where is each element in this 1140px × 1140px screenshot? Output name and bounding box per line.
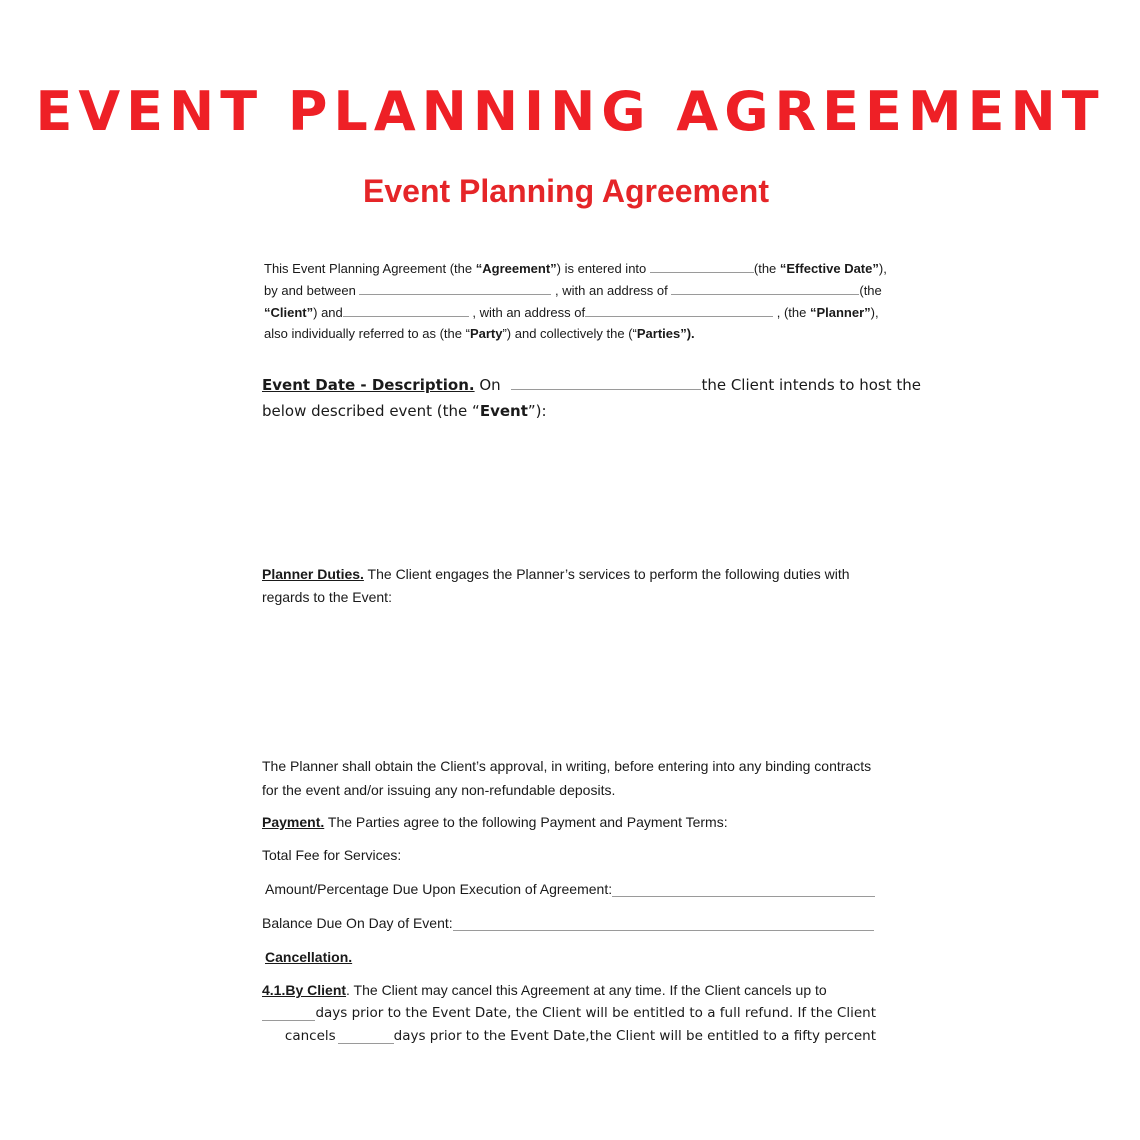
effective-date-blank[interactable] bbox=[650, 258, 754, 273]
event-date-text: the Client intends to host the bbox=[701, 376, 922, 394]
by-client-text: days prior to the Event Date, the Client will be entitled to a full refund. If the Client bbox=[315, 1005, 876, 1021]
intro-text: (the bbox=[753, 261, 780, 276]
by-client-period: . bbox=[346, 982, 350, 998]
event-date-text: ”): bbox=[527, 402, 547, 420]
agreement-term: “Agreement” bbox=[475, 261, 557, 276]
intro-text: , with an address of bbox=[468, 304, 586, 320]
intro-line-4 bbox=[264, 323, 880, 345]
event-date-text: On bbox=[474, 376, 506, 394]
balance-due-blank[interactable] bbox=[453, 916, 874, 931]
intro-text: ) and bbox=[313, 304, 343, 320]
approval-line: for the event and/or issuing any non-refundable deposits. bbox=[262, 782, 616, 798]
by-client-text: cancels bbox=[284, 1028, 336, 1044]
intro-text: ”) and collectively the (“ bbox=[502, 326, 637, 342]
intro-line-1 bbox=[264, 258, 887, 280]
balance-due-row bbox=[262, 912, 874, 935]
amount-due-row bbox=[265, 878, 875, 901]
by-client-text: The Client may cancel this Agreement at any time. If the Client cancels up to bbox=[349, 982, 827, 998]
approval-paragraph bbox=[262, 754, 876, 802]
partial-refund-days-blank[interactable] bbox=[338, 1029, 394, 1044]
intro-text: ) is entered into bbox=[556, 261, 650, 276]
intro-text: This Event Planning Agreement (the bbox=[264, 261, 476, 276]
payment-heading: Payment. bbox=[262, 814, 325, 830]
client-name-blank[interactable] bbox=[359, 280, 551, 295]
planner-address-blank[interactable] bbox=[585, 302, 773, 317]
planner-term: “Planner” bbox=[809, 304, 871, 320]
intro-text: (the bbox=[859, 282, 882, 298]
banner-title: EVENT PLANNING AGREEMENT bbox=[35, 80, 1105, 143]
cancellation-heading: Cancellation. bbox=[265, 949, 353, 965]
by-client-clause bbox=[262, 979, 876, 1048]
intro-text: by and between bbox=[264, 282, 360, 298]
planner-duties-text: regards to the Event: bbox=[262, 589, 392, 605]
event-date-heading: Event Date - Description. bbox=[262, 376, 475, 394]
total-fee-label: Total Fee for Services: bbox=[262, 847, 402, 863]
planner-duties-heading: Planner Duties. bbox=[262, 566, 364, 582]
intro-text: , (the bbox=[773, 304, 810, 320]
amount-due-blank[interactable] bbox=[612, 882, 875, 897]
amount-due-label: Amount/Percentage Due Upon Execution of Agreement: bbox=[265, 881, 613, 897]
by-client-text: days prior to the Event Date,the Client will be entitled to a fifty percent bbox=[393, 1028, 876, 1044]
intro-text: ), bbox=[878, 261, 887, 276]
payment-text: The Parties agree to the following Payment and Payment Terms: bbox=[324, 814, 728, 830]
intro-paragraph bbox=[264, 258, 887, 345]
balance-due-label: Balance Due On Day of Event: bbox=[262, 915, 453, 931]
intro-line-3 bbox=[264, 302, 880, 324]
party-term: Party bbox=[469, 326, 503, 342]
intro-text: also individually referred to as (the “ bbox=[264, 326, 470, 342]
intro-text: ), bbox=[870, 304, 879, 320]
planner-name-blank[interactable] bbox=[343, 302, 469, 317]
intro-text: , with an address of bbox=[551, 282, 672, 298]
payment-heading-row bbox=[262, 811, 876, 834]
parties-term: Parties”). bbox=[636, 326, 695, 342]
by-client-heading: 4.1.By Client bbox=[262, 982, 347, 998]
full-refund-days-blank[interactable] bbox=[262, 1006, 315, 1021]
client-address-blank[interactable] bbox=[671, 280, 859, 295]
client-term: “Client” bbox=[264, 304, 314, 320]
cancellation-heading-row bbox=[265, 946, 352, 969]
effective-date-term: “Effective Date” bbox=[779, 261, 879, 276]
approval-line: The Planner shall obtain the Client’s approval, in writing, before entering into any binding contracts bbox=[262, 758, 872, 774]
event-date-section bbox=[262, 372, 922, 424]
event-term: Event bbox=[479, 402, 528, 420]
document-title: Event Planning Agreement bbox=[363, 173, 769, 209]
planner-duties-text: The Client engages the Planner’s services to perform the following duties with bbox=[363, 566, 850, 582]
planner-duties-section bbox=[262, 563, 876, 609]
event-date-text: below described event (the “ bbox=[262, 402, 480, 420]
intro-line-2 bbox=[264, 280, 880, 302]
event-date-blank[interactable] bbox=[511, 375, 701, 390]
